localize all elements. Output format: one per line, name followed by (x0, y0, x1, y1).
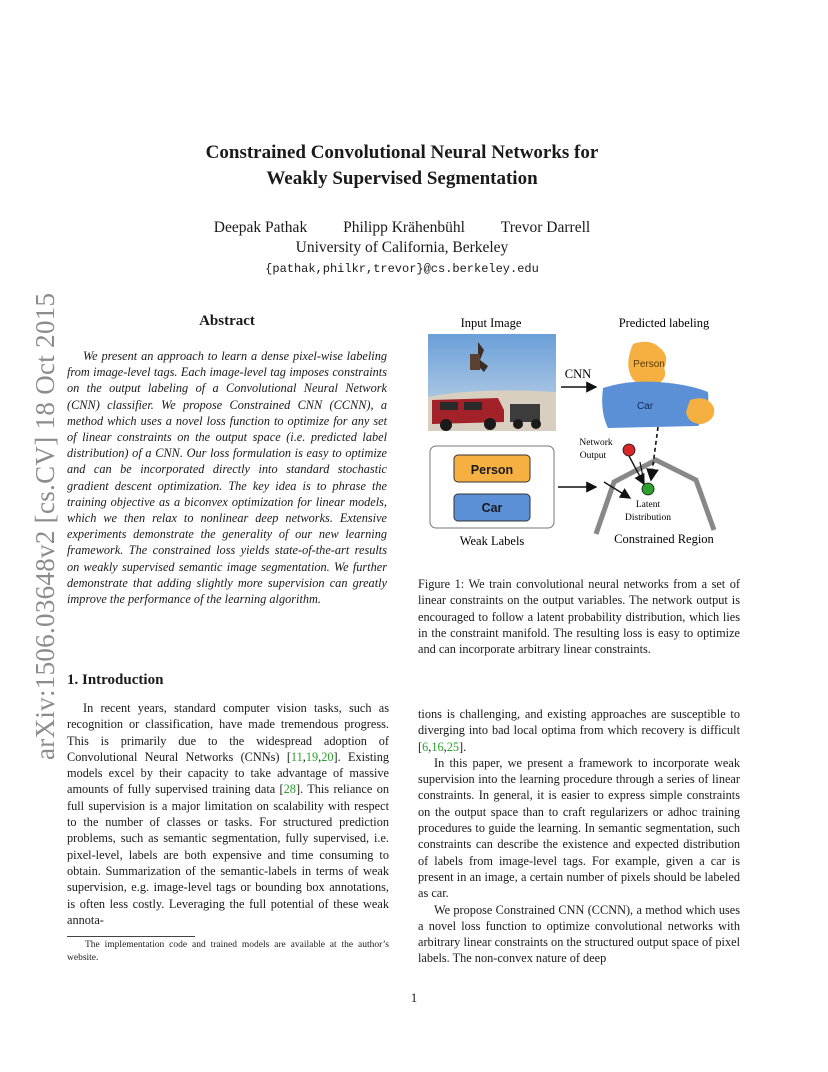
predicted-person-label: Person (633, 359, 665, 370)
network-output-label-1: Network (579, 438, 613, 448)
introduction-body (67, 700, 389, 928)
input-image-label: Input Image (460, 316, 522, 330)
right-paragraph-2: In this paper, we present a framework to incorporate weak supervision into the learning procedure through a series of linear constraints. In general, it is easier to express simple constraints on the output space than to craft regularizers or adhoc training procedures to guide the learning. In semantic segmentation, such constraints can describe the existence and expected distribution of labels from image-level tags. For example, given a car is present in an image, a certain number of pixels should be labeled as car. (418, 755, 740, 901)
network-output-label-2: Output (579, 451, 607, 461)
predicted-car-label: Car (636, 401, 654, 412)
author-list (100, 218, 704, 238)
intro-text-c: ]. This reliance on full supervision is a major limitation on scalability with respect to the number of classes or tasks. For structured prediction problems, such as semantic segmentation, fully supervised, i.e. pixel-level, labels are both expensive and time consuming to obtain. Summarization of the semantic-labels in terms of weak supervision, e.g. image-level tags or bounding box annotations, is often less costly. Leveraging the full potential of these weak annota- (67, 782, 389, 927)
citation-link[interactable]: 19 (305, 749, 319, 764)
right-paragraph-1: tions is challenging, and existing approaches are susceptible to diverging into bad local optima from which recovery is difficult [6,16,25]. (418, 707, 740, 754)
latent-label-2: Distribution (625, 513, 671, 523)
right-column-body (418, 706, 740, 967)
footnote-rule (67, 936, 195, 937)
introduction-heading: 1. Introduction (67, 672, 164, 688)
intro-paragraph-1: In recent years, standard computer vision tasks, such as recognition or classification, have made tremendous progress. This is primarily due to the widespread adoption of Convolutional Neural Networks (CNNs) [11,19,20]. Existing models excel by their capacity to take advantage of massive amounts of fully supervised training data [28]. This reliance on full supervision is a major limitation on scalability with respect to the number of classes or tasks. For structured prediction problems, such as semantic segmentation, fully supervised, i.e. pixel-level, labels are both expensive and time consuming to obtain. Summarization of the semantic-labels in terms of weak supervision, e.g. image-level tags or bounding box annotations, is often less costly. Leveraging the full potential of these weak annota- (67, 701, 389, 927)
citation-link[interactable]: 11 (290, 749, 303, 764)
affiliation: University of California, Berkeley (295, 239, 509, 256)
author-3: Trevor Darrell (500, 219, 591, 236)
citation-link[interactable]: 6 (422, 739, 429, 754)
author-1: Deepak Pathak (213, 219, 308, 236)
title-line-2: Weakly Supervised Segmentation (266, 168, 538, 189)
arxiv-identifier: arXiv:1506.03648v2 [cs.CV] 18 Oct 2015 (30, 292, 60, 760)
latent-label-1: Latent (635, 500, 661, 510)
footnote: The implementation code and trained models are available at the author’s website. (67, 940, 389, 963)
weak-labels-caption: Weak Labels (459, 534, 525, 548)
author-2: Philipp Krähenbühl (343, 219, 465, 236)
network-output-dot (623, 444, 635, 456)
figure-1 (418, 312, 748, 552)
citation-link[interactable]: 16 (431, 739, 444, 754)
abstract-text: We present an approach to learn a dense pixel-wise labeling from image-level tags. Each image-level tag imposes constraints on the output labeling of a Convolutional Neural Network (CNN) classifier. We propose Constrained CNN (CCNN), a method which uses a novel loss function to optimize for any set of linear constraints on the output space (i.e. predicted label distribution) of a CNN. Our loss formulation is easy to optimize and can be incorporated directly into standard stochastic gradient descent optimization. The key idea is to phrase the training objective as a biconvex optimization for linear models, which we then relax to nonlinear deep networks. Extensive experiments demonstrate the generality of our new learning framework. The constrained loss yields state-of-the-art results on weakly supervised semantic image segmentation. We further demonstrate that adding slightly more supervision can greatly improve the performance of the learning algorithm. (67, 349, 387, 607)
page-number: 1 (410, 990, 418, 1005)
figure-1-caption: Figure 1: We train convolutional neural networks from a set of linear constraints on the output variables. The network output is encouraged to follow a latent probability distribution, which lies in the constraint manifold. The resulting loss is easy to optimize and can incorporate arbitrary linear constraints. (418, 577, 740, 657)
predicted-labeling-map (600, 334, 728, 431)
paper-title (100, 140, 704, 192)
cnn-label: CNN (564, 367, 592, 381)
citation-link[interactable]: 25 (446, 739, 460, 754)
right-text-b: ]. (459, 739, 467, 754)
input-photo (428, 334, 556, 431)
author-emails: {pathak,philkr,trevor}@cs.berkeley.edu (265, 262, 539, 276)
abstract-heading: Abstract (199, 313, 255, 329)
right-paragraph-3: We propose Constrained CNN (CCNN), a method which uses a novel loss function to optimize convolutional networks with arbitrary linear constraints on the structured output space of pixel labels. The non-convex nature of deep (418, 902, 740, 966)
person-tag-label: Person (470, 463, 514, 477)
car-tag-label: Car (481, 501, 503, 515)
intro-text-a: In recent years, standard computer vision tasks, such as recognition or classification, have made tremendous progress. This is primarily due to the widespread adoption of Convolutional Neural Networks (CNNs) [ (67, 701, 389, 764)
intro-text-b: ]. Existing models excel by their capacity to take advantage of massive amounts of fully supervised training data [ (67, 749, 389, 797)
citation-link[interactable]: 20 (321, 749, 334, 764)
title-line-1: Constrained Convolutional Neural Networks for (205, 142, 599, 163)
latent-distribution-dot (642, 483, 654, 495)
dashed-projection-arrow (651, 427, 658, 480)
predicted-labeling-label: Predicted labeling (618, 316, 710, 330)
right-text-a: tions is challenging, and existing approaches are susceptible to diverging into bad local optima from which recovery is difficult [ (418, 707, 740, 754)
citation-link[interactable]: 28 (283, 782, 296, 797)
constrained-region-label: Constrained Region (614, 532, 714, 546)
